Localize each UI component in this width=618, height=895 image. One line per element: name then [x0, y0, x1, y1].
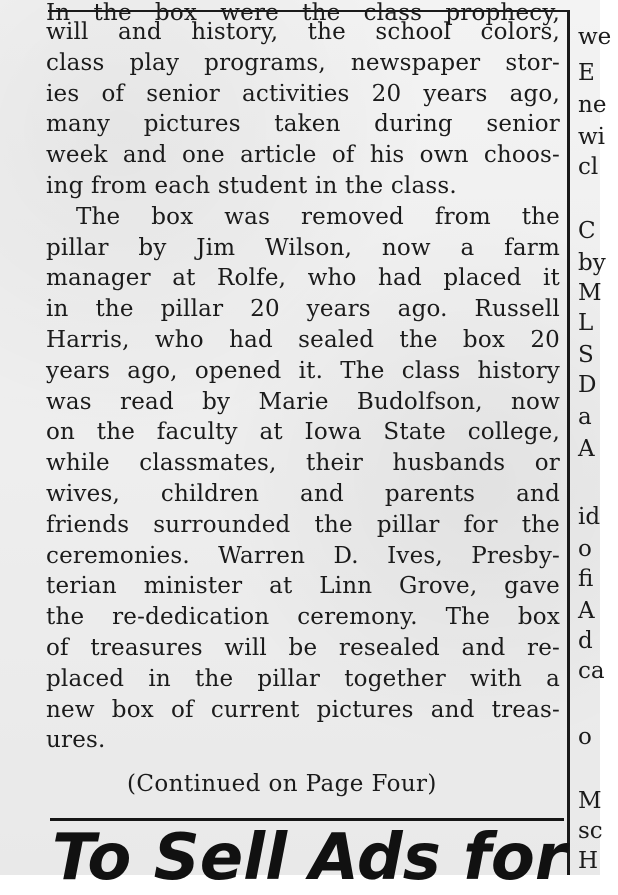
- adjacent-fragment: fi: [578, 566, 594, 592]
- article-line: placed in the pillar together with a: [46, 665, 560, 692]
- adjacent-fragment: M: [578, 280, 602, 306]
- continued-note: (Continued on Page Four): [127, 771, 437, 797]
- article-line: manager at Rolfe, who had placed it: [46, 265, 560, 292]
- adjacent-fragment: cl: [578, 154, 599, 180]
- adjacent-fragment: H: [578, 848, 599, 874]
- article-line: years ago, opened it. The class history: [46, 357, 560, 384]
- article-line: week and one article of his own choos-: [46, 142, 560, 169]
- adjacent-fragment: a: [578, 404, 592, 430]
- article-body: [46, 0, 560, 756]
- article-line: The box was removed from the: [76, 203, 560, 230]
- article-line: Harris, who had sealed the box 20: [46, 326, 560, 353]
- article-line: wives, children and parents and: [46, 480, 560, 507]
- article-line: ing from each student in the class.: [46, 172, 457, 199]
- article-line: friends surrounded the pillar for the: [46, 511, 560, 538]
- article-line: of treasures will be resealed and re-: [46, 634, 560, 661]
- adjacent-fragment: C: [578, 218, 596, 244]
- adjacent-fragment: by: [578, 250, 606, 276]
- article-line: class play programs, newspaper stor-: [46, 49, 560, 76]
- adjacent-fragment: A: [578, 436, 595, 462]
- article-line: on the faculty at Iowa State college,: [46, 419, 560, 446]
- adjacent-fragment: M: [578, 788, 602, 814]
- article-line: many pictures taken during senior: [46, 111, 560, 138]
- adjacent-fragment: ca: [578, 658, 605, 684]
- next-headline: To Sell Ads for: [52, 821, 567, 895]
- adjacent-fragment: E: [578, 60, 595, 86]
- article-line: ceremonies. Warren D. Ives, Presby-: [46, 542, 560, 569]
- adjacent-fragment: d: [578, 628, 593, 654]
- column-divider: [567, 10, 570, 875]
- adjacent-fragment: wi: [578, 124, 606, 150]
- adjacent-fragment: o: [578, 536, 592, 562]
- article-line: will and history, the school colors,: [46, 19, 560, 45]
- article-line: the re-dedication ceremony. The box: [46, 604, 560, 631]
- adjacent-fragment: S: [578, 342, 594, 368]
- adjacent-fragment: L: [578, 310, 594, 336]
- adjacent-fragment: ne: [578, 92, 607, 118]
- article-line: ures.: [46, 727, 106, 754]
- article-line: was read by Marie Budolfson, now: [46, 388, 560, 415]
- adjacent-fragment: id: [578, 504, 601, 530]
- article-line: ies of senior activities 20 years ago,: [46, 80, 560, 107]
- adjacent-fragment: sc: [578, 818, 603, 844]
- adjacent-fragment: we: [578, 24, 612, 50]
- adjacent-fragment: A: [578, 598, 595, 624]
- article-line: terian minister at Linn Grove, gave: [46, 573, 560, 600]
- adjacent-fragment: o: [578, 724, 592, 750]
- article-line: in the pillar 20 years ago. Russell: [46, 296, 560, 323]
- article-line: pillar by Jim Wilson, now a farm: [46, 234, 560, 261]
- article-line: while classmates, their husbands or: [46, 450, 560, 477]
- article-line: new box of current pictures and treas-: [46, 696, 560, 723]
- article-line: In the box were the class prophecy,: [46, 0, 560, 26]
- adjacent-fragment: D: [578, 372, 597, 398]
